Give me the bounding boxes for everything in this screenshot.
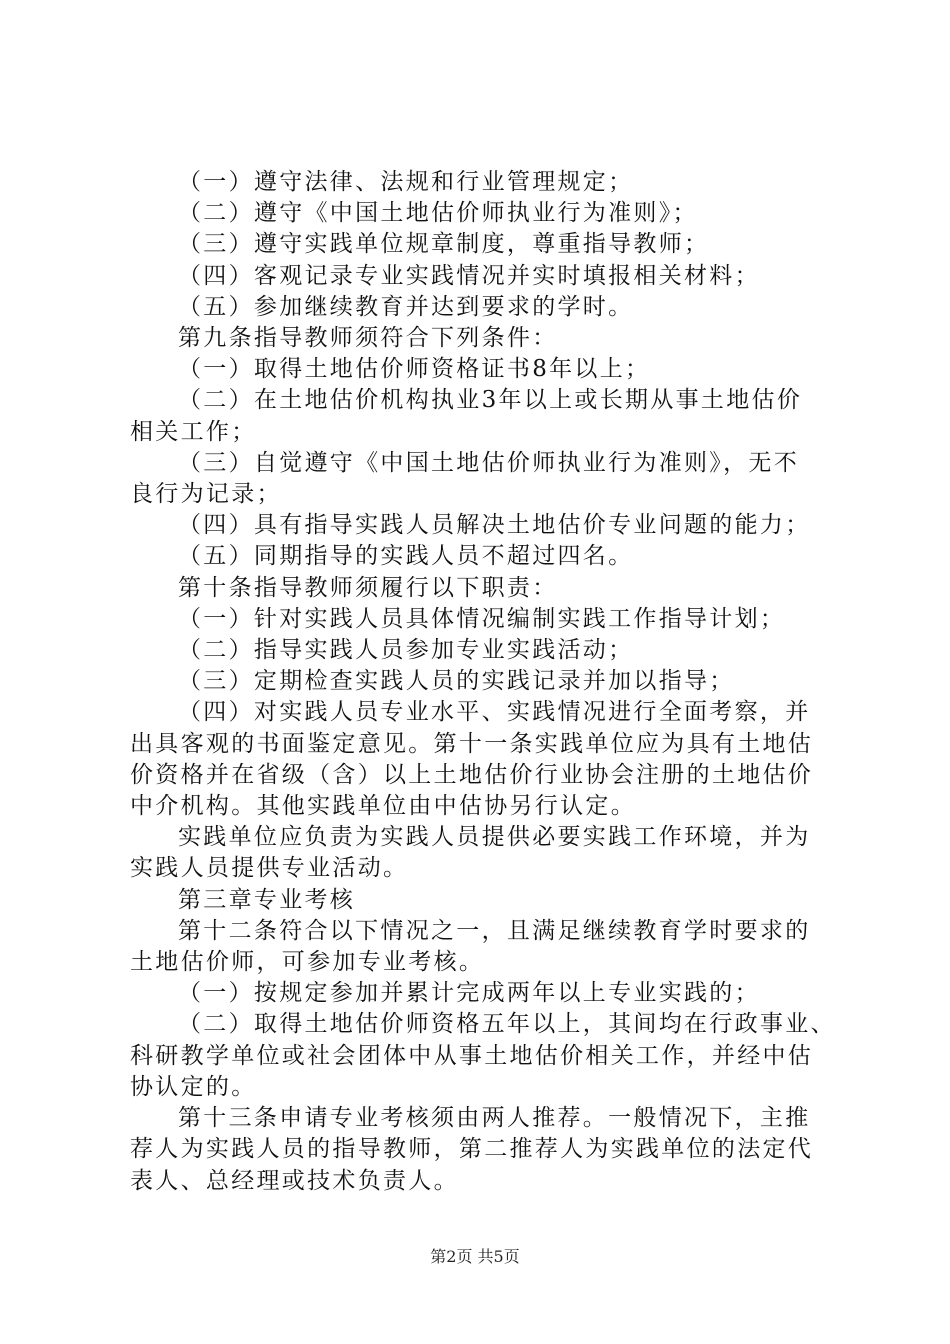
clause-line-continued: 协认定的。: [130, 1073, 257, 1100]
clause-line: （四）具有指导实践人员解决土地估价专业问题的能力；: [178, 512, 811, 539]
clause-line: （一）按规定参加并累计完成两年以上专业实践的；: [178, 980, 760, 1007]
clause-line-continued: 中介机构。其他实践单位由中估协另行认定。: [130, 793, 636, 820]
clause-line: （二）在土地估价机构执业3年以上或长期从事土地估价: [178, 387, 803, 414]
paragraph-line-continued: 土地估价师，可参加专业考核。: [130, 949, 485, 976]
clause-line: （一）针对实践人员具体情况编制实践工作指导计划；: [178, 605, 786, 632]
clause-line: （三）遵守实践单位规章制度，尊重指导教师；: [178, 231, 710, 258]
paragraph-line: 实践单位应负责为实践人员提供必要实践工作环境，并为: [178, 824, 811, 851]
clause-line: （四）客观记录专业实践情况并实时填报相关材料；: [178, 262, 760, 289]
clause-line: （二）取得土地估价师资格五年以上，其间均在行政事业、: [178, 1011, 836, 1038]
clause-line: （三）自觉遵守《中国土地估价师执业行为准则》，无不: [178, 449, 799, 476]
paragraph-line-continued: 实践人员提供专业活动。: [130, 855, 409, 882]
clause-line: （一）遵守法律、法规和行业管理规定；: [178, 169, 634, 195]
clause-line-continued: 价资格并在省级（含）以上土地估价行业协会注册的土地估价: [130, 761, 814, 788]
clause-line: （四）对实践人员专业水平、实践情况进行全面考察，并: [178, 699, 811, 726]
article-heading: 第九条指导教师须符合下列条件：: [178, 325, 558, 352]
page-footer: [0, 1244, 950, 1267]
paragraph-line-continued: 表人、总经理或技术负责人。: [130, 1167, 459, 1194]
article-heading: 第十条指导教师须履行以下职责：: [178, 574, 558, 601]
article-heading: 第十三条申请专业考核须由两人推荐。一般情况下，主推: [178, 1105, 811, 1132]
clause-line-continued: 出具客观的书面鉴定意见。第十一条实践单位应为具有土地估: [130, 730, 814, 757]
article-heading: 第十二条符合以下情况之一，且满足继续教育学时要求的: [178, 917, 811, 944]
clause-line-continued: 良行为记录；: [130, 481, 282, 508]
document-body: [130, 167, 840, 1197]
clause-line: （五）同期指导的实践人员不超过四名。: [178, 543, 634, 570]
clause-line-continued: 相关工作；: [130, 418, 257, 445]
clause-line: （三）定期检查实践人员的实践记录并加以指导；: [178, 668, 735, 695]
clause-line: （一）取得土地估价师资格证书8年以上；: [178, 356, 651, 383]
paragraph-line-continued: 荐人为实践人员的指导教师，第二推荐人为实践单位的法定代: [130, 1136, 814, 1163]
page-number-label: 第2页 共5页: [430, 1247, 520, 1266]
clause-line: （二）遵守《中国土地估价师执业行为准则》；: [178, 200, 698, 227]
clause-line: （二）指导实践人员参加专业实践活动；: [178, 637, 634, 664]
clause-line: （五）参加继续教育并达到要求的学时。: [178, 293, 634, 320]
chapter-heading: 第三章专业考核: [178, 886, 356, 913]
clause-line-continued: 科研教学单位或社会团体中从事土地估价相关工作，并经中估: [130, 1042, 814, 1069]
